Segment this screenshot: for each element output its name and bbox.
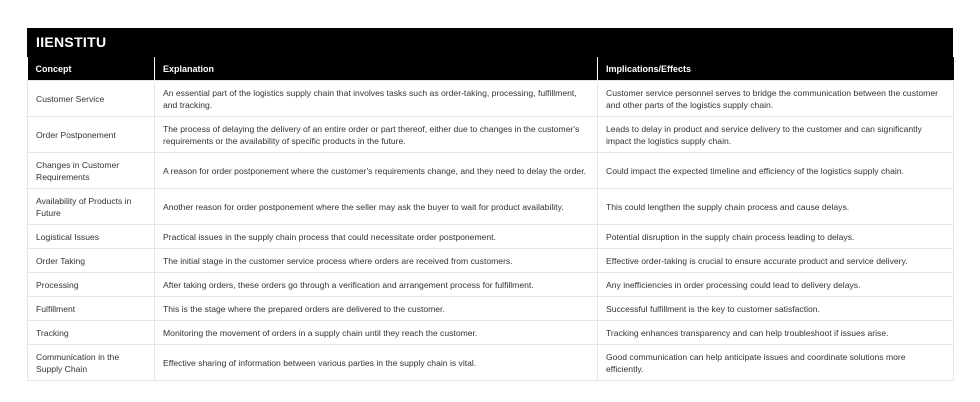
table-row (28, 345, 954, 381)
table-row (28, 189, 954, 225)
cell-explanation: Another reason for order postponement where the seller may ask the buyer to wait for product availability. (155, 189, 598, 225)
cell-concept: Customer Service (28, 81, 155, 117)
table-row (28, 297, 954, 321)
cell-concept: Availability of Products in Future (28, 189, 155, 225)
table-row (28, 225, 954, 249)
cell-implications: Good communication can help anticipate issues and coordinate solutions more efficiently. (598, 345, 954, 381)
cell-implications: Tracking enhances transparency and can help troubleshoot if issues arise. (598, 321, 954, 345)
cell-concept: Logistical Issues (28, 225, 155, 249)
cell-explanation: Practical issues in the supply chain process that could necessitate order postponement. (155, 225, 598, 249)
table-row (28, 273, 954, 297)
cell-implications: Any inefficiencies in order processing could lead to delivery delays. (598, 273, 954, 297)
concept-table-container (27, 28, 953, 381)
column-header-concept: Concept (28, 57, 155, 81)
cell-explanation: Monitoring the movement of orders in a supply chain until they reach the customer. (155, 321, 598, 345)
cell-concept: Tracking (28, 321, 155, 345)
cell-explanation: This is the stage where the prepared orders are delivered to the customer. (155, 297, 598, 321)
cell-concept: Processing (28, 273, 155, 297)
cell-implications: Successful fulfillment is the key to customer satisfaction. (598, 297, 954, 321)
table-header-row (28, 57, 954, 81)
cell-implications: This could lengthen the supply chain process and cause delays. (598, 189, 954, 225)
table-row (28, 117, 954, 153)
column-header-explanation: Explanation (155, 57, 598, 81)
cell-concept: Communication in the Supply Chain (28, 345, 155, 381)
cell-explanation: After taking orders, these orders go through a verification and arrangement process for fulfillment. (155, 273, 598, 297)
cell-concept: Order Taking (28, 249, 155, 273)
brand-header: IIENSTITU (27, 28, 953, 57)
cell-implications: Customer service personnel serves to bridge the communication between the customer and other parts of the logistics supply chain. (598, 81, 954, 117)
table-row (28, 249, 954, 273)
table-row (28, 153, 954, 189)
cell-explanation: An essential part of the logistics supply chain that involves tasks such as order-taking, processing, fulfillment, and tracking. (155, 81, 598, 117)
cell-implications: Leads to delay in product and service delivery to the customer and can significantly impact the logistics supply chain. (598, 117, 954, 153)
cell-implications: Effective order-taking is crucial to ensure accurate product and service delivery. (598, 249, 954, 273)
table-row (28, 321, 954, 345)
cell-implications: Potential disruption in the supply chain process leading to delays. (598, 225, 954, 249)
cell-explanation: Effective sharing of information between various parties in the supply chain is vital. (155, 345, 598, 381)
cell-explanation: The process of delaying the delivery of an entire order or part thereof, either due to changes in the customer's requirements or the availability of specific products in the future. (155, 117, 598, 153)
cell-concept: Changes in Customer Requirements (28, 153, 155, 189)
cell-explanation: A reason for order postponement where the customer's requirements change, and they need to delay the order. (155, 153, 598, 189)
table-row (28, 81, 954, 117)
cell-concept: Order Postponement (28, 117, 155, 153)
column-header-implications: Implications/Effects (598, 57, 954, 81)
cell-explanation: The initial stage in the customer service process where orders are received from customers. (155, 249, 598, 273)
concept-table (27, 57, 954, 381)
cell-concept: Fulfillment (28, 297, 155, 321)
cell-implications: Could impact the expected timeline and efficiency of the logistics supply chain. (598, 153, 954, 189)
